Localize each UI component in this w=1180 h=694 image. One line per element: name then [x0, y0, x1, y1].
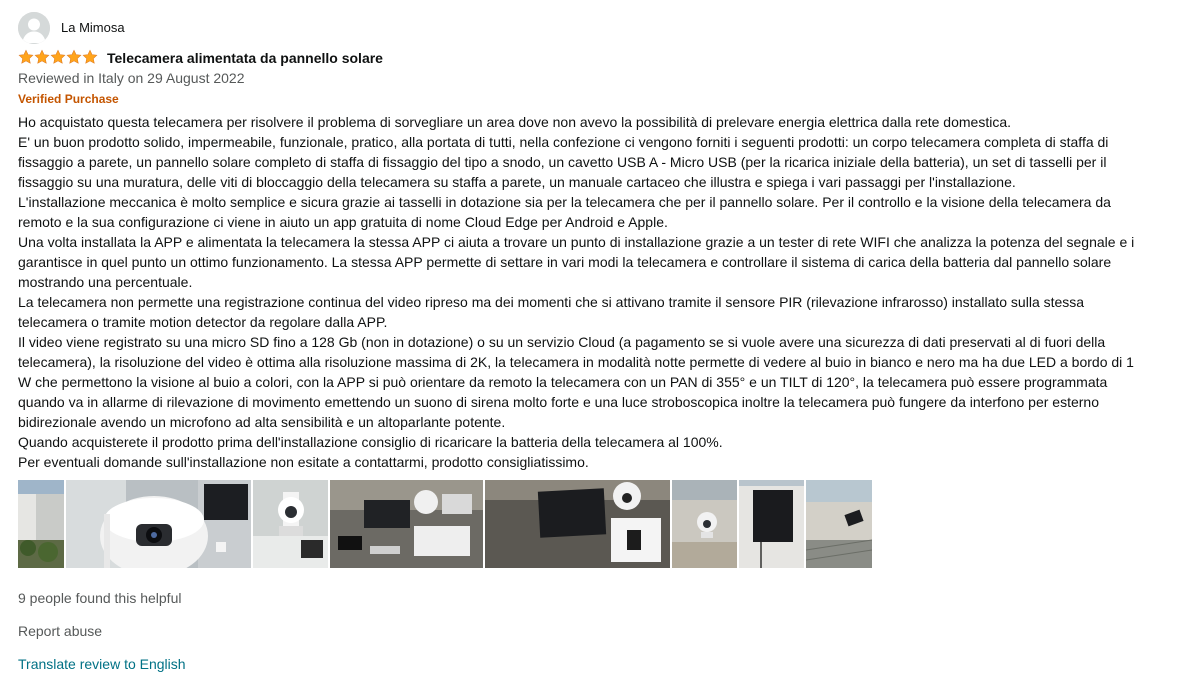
star-icon — [18, 49, 34, 65]
report-abuse-link[interactable]: Report abuse — [18, 623, 103, 639]
helpful-count: 9 people found this helpful — [18, 590, 182, 606]
review-paragraph: Una volta installata la APP e alimentata la telecamera la stessa APP ci aiuta a trovare un punto di installazione grazie a un tester di rete WIFI che analizza la potenza del segnale e i garantisce in quel punto un ottimo funzionamento. La stessa APP permette di settare in vari modi la telecamera e controllare il sistema di carica della batteria dal pannello solare mostrando una percentuale. — [18, 234, 1135, 290]
review-image-thumbnail[interactable] — [253, 480, 328, 568]
review-paragraph: La telecamera non permette una registrazione continua del video ripreso ma dei momenti che si attivano tramite il sensore PIR (rilevazione infrarosso) installato sulla stessa telecamera o tramite motion detector da regolare dalla APP. — [18, 294, 1085, 330]
review-paragraph: Ho acquistato questa telecamera per risolvere il problema di sorvegliare un area dove non avevo la possibilità di prelevare energia elettrica dalla rete domestica. — [18, 114, 1011, 130]
reviewer-name[interactable]: La Mimosa — [61, 20, 125, 35]
star-icon — [50, 49, 66, 65]
star-icon — [82, 49, 98, 65]
translate-review-link[interactable]: Translate review to English — [18, 656, 186, 672]
review-image-thumbnail[interactable] — [739, 480, 804, 568]
review-paragraph: L'installazione meccanica è molto semplice e sicura grazie ai tasselli in dotazione sia per la telecamera che per il pannello solare. Per il controllo e la visione della telecamera da remoto e la sua configurazione ci viene in aiuto un app gratuita di nome Cloud Edge per Android e Apple. — [18, 194, 1111, 230]
review-image-thumbnail[interactable] — [66, 480, 251, 568]
installed-camera-photo-icon — [672, 480, 737, 568]
star-icon — [66, 49, 82, 65]
review-paragraph: E' un buon prodotto solido, impermeabile, funzionale, pratico, alla portata di tutti, nella confezione ci vengono forniti i seguenti prodotti: un corpo telecamera completa di staffa di fissaggio a parete, un pannello solare completo di staffa di fissaggio del tipo a snodo, un cavetto USB A - Micro USB (per la ricarica iniziale della batteria), un set di tasselli per il fissaggio su una muratura, delle viti di bloccaggio della telecamera su staffa a parete, un manuale cartaceo che illustra e spiega i vari passaggi per l'installazione. — [18, 134, 1109, 190]
rooftop-camera-photo-icon — [806, 480, 872, 568]
verified-purchase-badge: Verified Purchase — [18, 92, 119, 106]
avatar[interactable] — [18, 12, 50, 44]
review-date: Reviewed in Italy on 29 August 2022 — [18, 70, 245, 86]
dome-camera-closeup-photo-icon — [66, 480, 251, 568]
package-contents-photo-icon — [330, 480, 483, 568]
review-images — [18, 480, 872, 568]
review-body — [18, 112, 1148, 472]
wall-camera-photo-icon — [18, 480, 64, 568]
review-image-thumbnail[interactable] — [330, 480, 483, 568]
review-image-thumbnail[interactable] — [806, 480, 872, 568]
review-image-thumbnail[interactable] — [672, 480, 737, 568]
review-image-thumbnail[interactable] — [485, 480, 670, 568]
solar-panel-and-camera-photo-icon — [485, 480, 670, 568]
review-paragraph: Per eventuali domande sull'installazione non esitate a contattarmi, prodotto consigliatissimo. — [18, 454, 589, 470]
star-icon — [34, 49, 50, 65]
user-avatar-icon — [18, 12, 50, 44]
review-paragraph: Quando acquisterete il prodotto prima dell'installazione consiglio di ricaricare la batteria della telecamera al 100%. — [18, 434, 723, 450]
star-rating[interactable] — [18, 49, 98, 65]
camera-mount-photo-icon — [253, 480, 328, 568]
solar-panel-on-wall-photo-icon — [739, 480, 804, 568]
review-image-thumbnail[interactable] — [18, 480, 64, 568]
review-paragraph: Il video viene registrato su una micro SD fino a 128 Gb (non in dotazione) o su un servizio Cloud (a pagamento se si vuole avere una sicurezza di dati preservati al di fuori della telecamera), la risoluzione del video è ottima alla risoluzione massima di 2K, la telecamera in modalità notte permette di vedere al buio in bianco e nero ma ha due LED a bordo di 1 W che permettono la visione al buio a colori, con la APP si può orientare da remoto la telecamera con un PAN di 355° e un TILT di 120°, la telecamera può essere programmata quando va in allarme di rilevazione di movimento emettendo un suono di sirena molto forte e una luce stroboscopica inoltre la telecamera può fungere da interfono per esterno bidirezionale avendo un microfono ad alta sensibilità e un altoparlante potente. — [18, 334, 1134, 430]
review-title[interactable]: Telecamera alimentata da pannello solare — [107, 50, 383, 66]
